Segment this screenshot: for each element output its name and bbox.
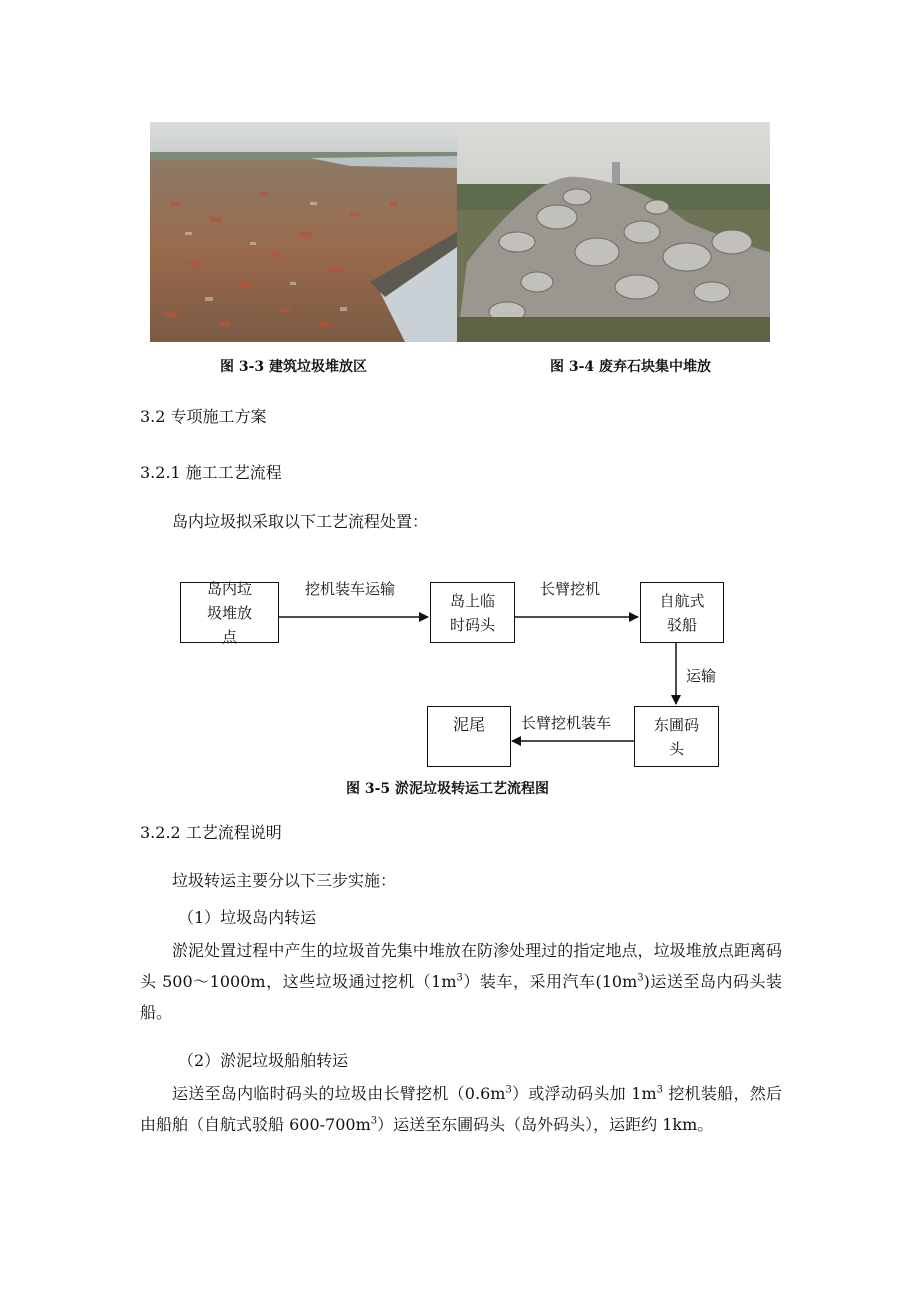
step-1-text-c: )运送至岛内码头装船。 (140, 972, 782, 1022)
flow-edge-label-2: 长臂挖机 (540, 580, 601, 598)
step-1-paragraph (140, 935, 782, 1028)
flow-node-garbage-pile-label: 岛内垃圾堆放点 (206, 579, 252, 646)
figure-3-4-caption: 图 3-4 废弃石块集中堆放 (550, 359, 712, 375)
step-2-sup-2: 3 (656, 1084, 664, 1096)
step-2-text-b: ）或浮动码头加 1m (511, 1084, 657, 1103)
figure-3-3-caption: 图 3-3 建筑垃圾堆放区 (220, 359, 368, 375)
flow-node-temporary-dock-label: 岛上临时码头 (449, 591, 495, 634)
flow-edge-label-4: 长臂挖机装车 (521, 714, 612, 732)
step-1-text-b: ）装车，采用汽车(10m (462, 972, 638, 991)
step-1-sup-2: 3 (637, 972, 644, 984)
section-3-2-2-heading: 3.2.2 工艺流程说明 (140, 823, 282, 842)
step-2-title: （2）淤泥垃圾船舶转运 (178, 1051, 349, 1070)
step-1-title: （1）垃圾岛内转运 (178, 908, 317, 927)
section-3-2-1-heading: 3.2.1 施工工艺流程 (140, 463, 282, 482)
step-2-text-a: 运送至岛内临时码头的垃圾由长臂挖机（0.6m (172, 1084, 506, 1103)
flow-node-garbage-pile (180, 579, 279, 646)
step-1-sup-1: 3 (456, 972, 463, 984)
flow-node-dongpu-dock (634, 706, 719, 767)
flow-edge-label-3: 运输 (686, 667, 717, 685)
flow-node-dongpu-dock-label: 东圃码头 (653, 715, 699, 758)
step-2-paragraph (140, 1078, 782, 1140)
flow-node-barge-label: 自航式驳船 (659, 591, 705, 634)
step-1-text-a: 淤泥处置过程中产生的垃圾首先集中堆放在防渗处理过的指定地点，垃圾堆放点距离码头 500～1000m，这些垃圾通过挖机（1m (140, 941, 782, 991)
step-2-sup-1: 3 (505, 1084, 512, 1096)
flow-node-temporary-dock (430, 582, 515, 643)
construction-waste-photo (150, 122, 457, 342)
step-2-sup-3: 3 (370, 1115, 378, 1127)
flow-node-mud-tail-label: 泥尾 (452, 715, 485, 734)
section-3-2-heading: 3.2 专项施工方案 (140, 407, 267, 426)
section-3-2-2-intro: 垃圾转运主要分以下三步实施： (172, 871, 397, 890)
flow-node-mud-tail (427, 706, 511, 767)
step-2-text-d: ）运送至东圃码头（岛外码头），运距约 1km。 (377, 1115, 714, 1134)
flow-edge-label-1: 挖机装车运输 (305, 580, 396, 598)
step-2-text-c: 挖机装船，然后由船舶（自航式驳船 600-700m (140, 1084, 782, 1134)
figure-3-5-caption: 图 3-5 淤泥垃圾转运工艺流程图 (346, 781, 550, 797)
section-3-2-1-intro: 岛内垃圾拟采取以下工艺流程处置： (172, 512, 429, 531)
stone-pile-photo (457, 122, 770, 342)
flow-node-self-propelled-barge (640, 582, 724, 643)
